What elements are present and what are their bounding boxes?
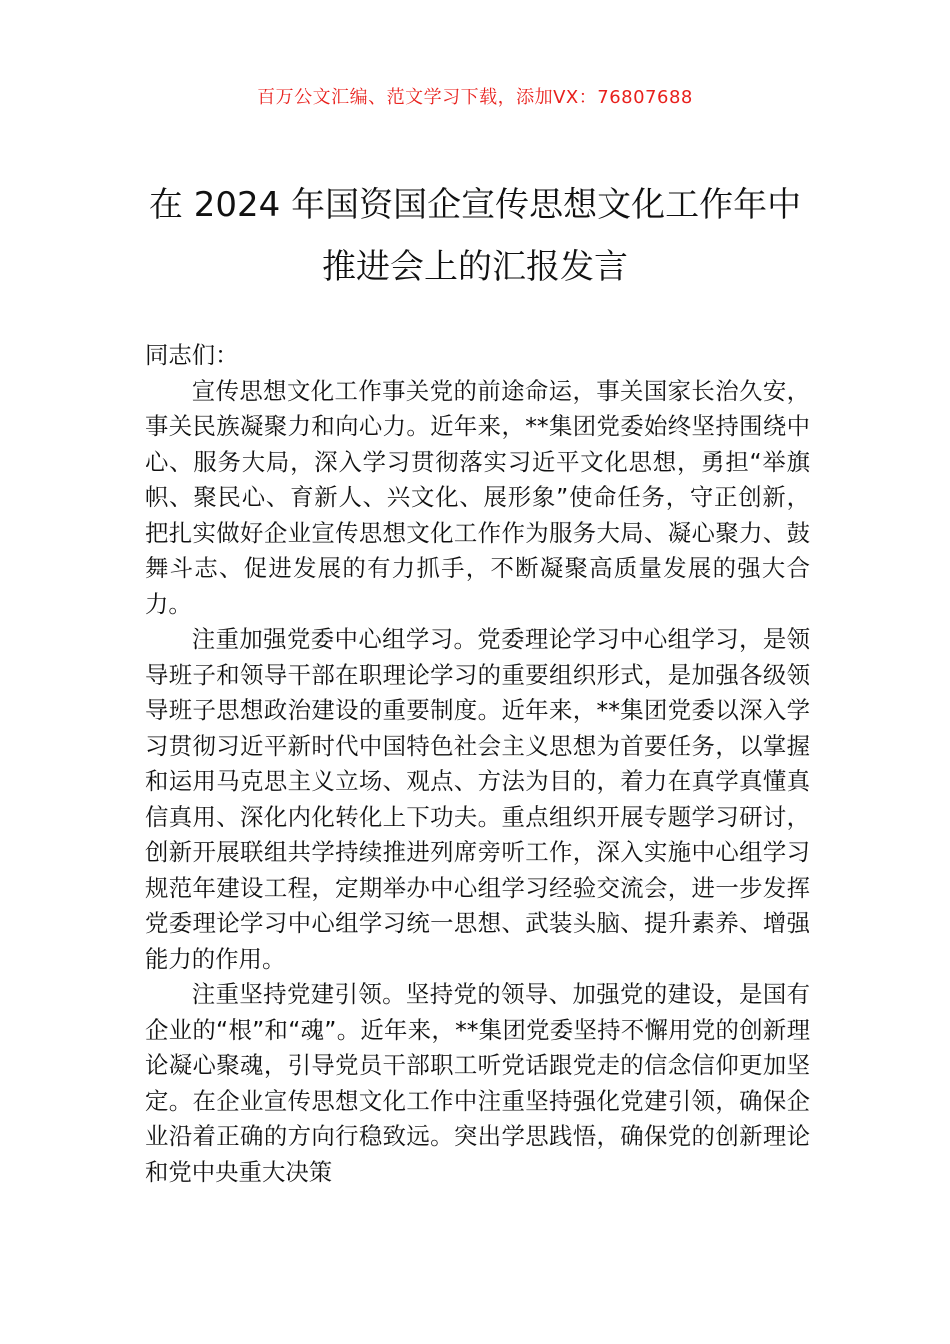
title-line-1: 在 2024 年国资国企宣传思想文化工作年中 <box>148 185 802 225</box>
watermark-banner: 百万公文汇编、范文学习下载，添加VX：76807688 <box>257 87 693 108</box>
document-title <box>100 174 850 298</box>
document-body <box>145 338 810 1190</box>
paragraph-intro: 宣传思想文化工作事关党的前途命运，事关国家长治久安，事关民族凝聚力和向心力。近年来，**集团党委始终坚持围绕中心、服务大局，深入学习贯彻落实习近平文化思想，勇担“举旗帜、聚民心、育新人、兴文化、展形象”使命任务，守正创新，把扎实做好企业宣传思想文化工作作为服务大局、凝心聚力、鼓舞斗志、促进发展的有力抓手，不断凝聚高质量发展的强大合力。 <box>145 376 810 618</box>
paragraph-party-building: 注重坚持党建引领。坚持党的领导、加强党的建设，是国有企业的“根”和“魂”。近年来，**集团党委坚持不懈用党的创新理论凝心聚魂，引导党员干部职工听党话跟党走的信念信仰更加坚定。在企业宣传思想文化工作中注重坚持强化党建引领，确保企业沿着正确的方向行稳致远。突出学思践悟，确保党的创新理论和党中央重大决策 <box>145 980 810 1186</box>
title-line-2: 推进会上的汇报发言 <box>322 247 628 287</box>
paragraph-central-group-study: 注重加强党委中心组学习。党委理论学习中心组学习，是领导班子和领导干部在职理论学习的重要组织形式，是加强各级领导班子思想政治建设的重要制度。近年来，**集团党委以深入学习贯彻习近平新时代中国特色社会主义思想为首要任务，以掌握和运用马克思主义立场、观点、方法为目的，着力在真学真懂真信真用、深化内化转化上下功夫。重点组织开展专题学习研讨，创新开展联组共学持续推进列席旁听工作，深入实施中心组学习规范年建设工程，定期举办中心组学习经验交流会，进一步发挥党委理论学习中心组学习统一思想、武装头脑、提升素养、增强能力的作用。 <box>145 625 810 973</box>
salutation: 同志们： <box>145 341 239 369</box>
